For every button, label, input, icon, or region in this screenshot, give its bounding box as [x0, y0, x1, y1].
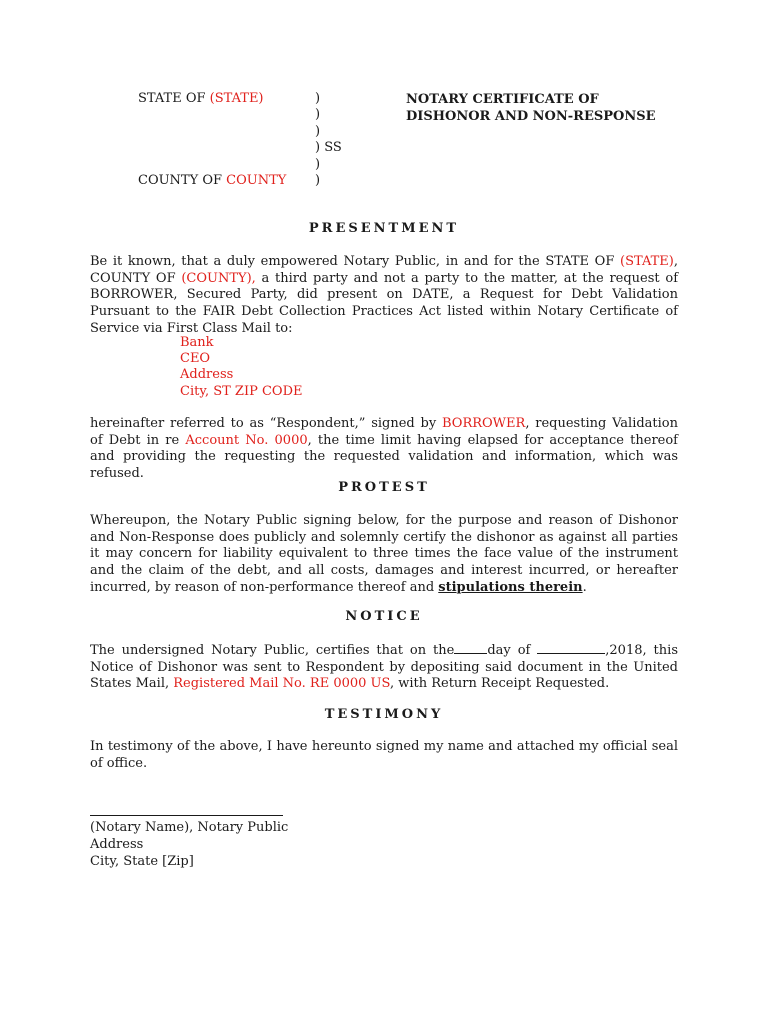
protest-paragraph: [90, 513, 678, 597]
state-line: [138, 91, 264, 107]
caption-paren: ): [315, 156, 321, 172]
caption-paren: ): [315, 107, 321, 123]
presentment-heading: PRESENTMENT: [308, 221, 460, 236]
address-line-address: Address: [180, 367, 234, 383]
presentment-paragraph: [90, 254, 678, 338]
text-run: hereinafter referred to as “Respondent,” signed by: [90, 416, 442, 431]
county-line: [138, 173, 286, 189]
caption-paren: ): [315, 123, 321, 139]
day-blank: [454, 641, 487, 654]
text-run: a third party and not a party to the matter, at the request of BORROWER, Secured Party, did present on DATE, a Request for Debt Validation Pursuant to the FAIR Debt Collection Practices Act listed within Notary Certificate of Service via First Class Mail to:: [90, 270, 679, 336]
recipient-address: [180, 335, 302, 400]
protest-heading: PROTEST: [338, 480, 430, 495]
county-prefix: COUNTY OF: [138, 172, 227, 188]
caption-paren: ): [315, 91, 321, 106]
county-value: COUNTY: [226, 172, 287, 188]
caption-ss: ) SS: [315, 140, 342, 156]
certificate-title: [406, 92, 656, 125]
title-line-2: DISHONOR AND NON-RESPONSE: [406, 108, 656, 124]
state-prefix: STATE OF: [138, 91, 210, 106]
county-placeholder: (COUNTY),: [181, 270, 256, 286]
title-line-1: NOTARY CERTIFICATE OF: [406, 92, 599, 107]
notice-paragraph: [90, 641, 678, 693]
stipulations-emphasis: stipulations therein: [438, 579, 583, 595]
month-blank: [537, 641, 605, 654]
registered-mail-number: Registered Mail No. RE 0000 US: [173, 676, 390, 692]
account-placeholder: Account No. 0000: [185, 432, 308, 448]
text-run: Whereupon, the Notary Public signing below, for the purpose and reason of Dishonor and Non-Response does publicly and solemnly certify the dishonor as against all parties it may concern for liability equivalent to three times the face value of the instrument and the claim of the debt, and all costs, damages and interest incurred, or hereafter incurred, by reason of non-performance thereof and: [90, 513, 678, 595]
state-value: (STATE): [209, 91, 264, 106]
testimony-heading: TESTIMONY: [324, 707, 444, 722]
text-run: The undersigned Notary Public, certifies that on the: [90, 643, 455, 658]
address-line-bank: Bank: [180, 335, 214, 350]
notice-heading: NOTICE: [345, 609, 423, 624]
caption-paren: ): [315, 172, 321, 188]
text-run: day of: [487, 643, 538, 658]
address-line-ceo: CEO: [180, 351, 211, 367]
testimony-paragraph: In testimony of the above, I have hereunto signed my name and attached my official seal of office.: [90, 739, 678, 771]
notary-address: Address: [90, 837, 144, 852]
signature-block: [90, 819, 288, 870]
notary-name: (Notary Name), Notary Public: [90, 820, 289, 835]
text-run: , the time limit having elapsed for acceptance thereof and providing the requesting the requested validation and information, which was refused.: [90, 432, 678, 482]
text-run: , requesting Validation of Debt in re: [90, 416, 679, 448]
respondent-paragraph: [90, 416, 678, 483]
notary-city: City, State [Zip]: [90, 854, 194, 869]
text-run: Be it known, that a duly empowered Notary Public, in and for the STATE OF: [90, 254, 620, 269]
text-run: .: [582, 579, 587, 595]
state-placeholder: (STATE): [620, 254, 674, 269]
address-line-city: City, ST ZIP CODE: [180, 383, 303, 399]
text-run: , COUNTY OF: [90, 254, 678, 286]
text-run: , with Return Receipt Requested.: [389, 676, 610, 692]
signature-line: [90, 815, 283, 816]
text-run: ,2018, this Notice of Dishonor was sent to Respondent by depositing said document in the United States Mail,: [90, 643, 678, 692]
borrower-placeholder: BORROWER: [442, 416, 526, 431]
